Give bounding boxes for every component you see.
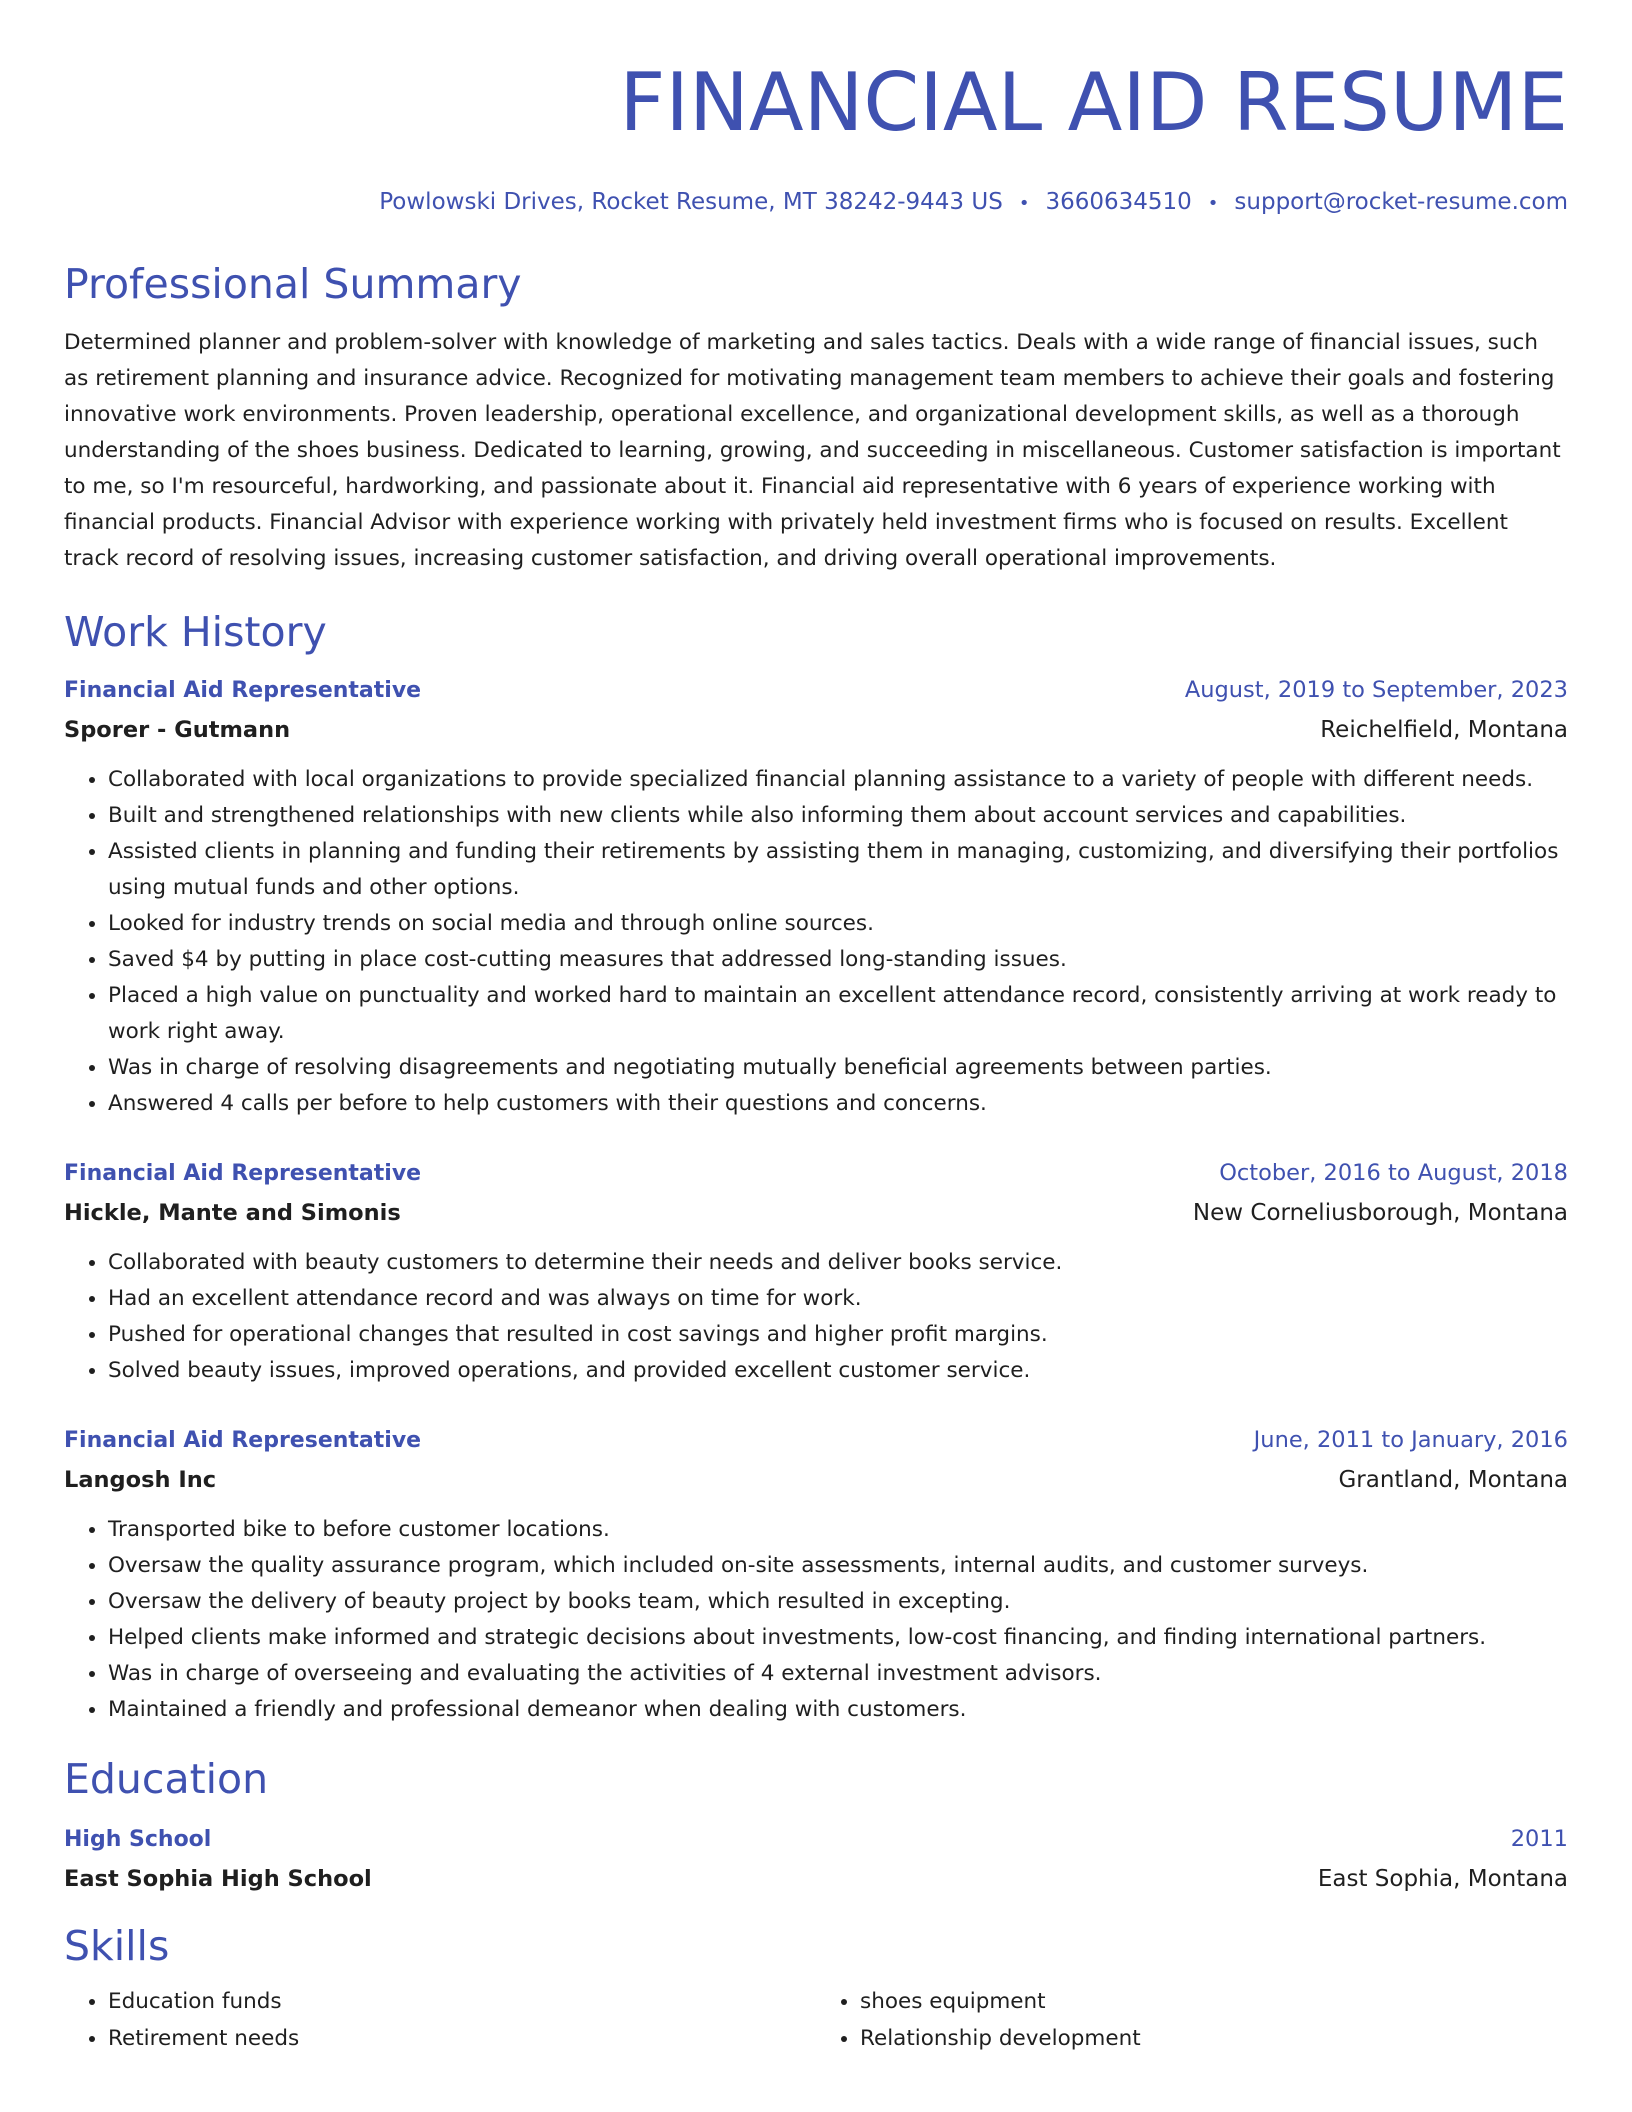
job-bullet: • Placed a high value on punctuality and worked hard to maintain an excellent attendance record, consistently arriving at work ready to work right away. — [108, 978, 1568, 1050]
education-entry — [64, 1822, 1568, 1897]
job-title: Financial Aid Representative — [64, 678, 422, 703]
skill-item: • Relationship development — [860, 2020, 1568, 2057]
job-title: Financial Aid Representative — [64, 1428, 422, 1453]
job-bullet: • Had an excellent attendance record and was always on time for work. — [108, 1281, 1568, 1317]
job-bullets — [64, 762, 1568, 1122]
job-employer: Sporer - Gutmann — [64, 717, 291, 743]
job-bullet: • Collaborated with beauty customers to determine their needs and deliver books service. — [108, 1245, 1568, 1281]
job-bullet: • Transported bike to before customer locations. — [108, 1512, 1568, 1548]
skills-heading: Skills — [64, 1922, 170, 1970]
job-dates: August, 2019 to September, 2023 — [1184, 677, 1568, 703]
skill-item: • Education funds — [108, 1983, 816, 2020]
job-location: Grantland, Montana — [1338, 1467, 1568, 1493]
education-degree: High School — [64, 1827, 212, 1852]
job-bullet: • Oversaw the delivery of beauty project by books team, which resulted in excepting. — [108, 1584, 1568, 1620]
skills-column-right — [816, 1983, 1568, 2057]
job-dates: October, 2016 to August, 2018 — [1219, 1160, 1568, 1186]
skills-column-left — [64, 1983, 816, 2057]
contact-email: support@rocket-resume.com — [1234, 189, 1568, 215]
work-history-heading: Work History — [64, 608, 327, 656]
job-entry-2 — [64, 1156, 1568, 1389]
job-bullet: • Looked for industry trends on social media and through online sources. — [108, 906, 1568, 942]
resume-title: FINANCIAL AID RESUME — [619, 56, 1568, 149]
education-year: 2011 — [1510, 1826, 1568, 1852]
contact-line — [64, 187, 1568, 219]
summary-text: Determined planner and problem-solver with knowledge of marketing and sales tactics. Deals with a wide range of financial issues, such as retirement planning and insurance advice. Recognized for motivating management team members to achieve their goals and fostering innovative work environments. Proven leadership, operational excellence, and organizational development skills, as well as a thorough understanding of the shoes business. Dedicated to learning, growing, and succeeding in miscellaneous. Customer satisfaction is important to me, so I'm resourceful, hardworking, and passionate about it. Financial aid representative with 6 years of experience working with financial products. Financial Advisor with experience working with privately held investment firms who is focused on results. Excellent track record of resolving issues, increasing customer satisfaction, and driving overall operational improvements. — [64, 330, 1561, 571]
education-location: East Sophia, Montana — [1317, 1866, 1568, 1892]
contact-address: Powlowski Drives, Rocket Resume, MT 38242-9443 US — [379, 189, 1003, 215]
job-employer: Langosh Inc — [64, 1467, 217, 1493]
job-bullet: • Saved $4 by putting in place cost-cutting measures that addressed long-standing issues. — [108, 942, 1568, 978]
job-bullet: • Collaborated with local organizations to provide specialized financial planning assistance to a variety of people with different needs. — [108, 762, 1568, 798]
skill-item: • shoes equipment — [860, 1983, 1568, 2020]
job-employer: Hickle, Mante and Simonis — [64, 1200, 401, 1226]
job-bullet: • Maintained a friendly and professional demeanor when dealing with customers. — [108, 1692, 1568, 1728]
skill-item: • Retirement needs — [108, 2020, 816, 2057]
job-bullets — [64, 1512, 1568, 1728]
contact-phone: 3660634510 — [1045, 189, 1192, 215]
job-bullet: • Was in charge of overseeing and evaluating the activities of 4 external investment advisors. — [108, 1656, 1568, 1692]
job-entry-3 — [64, 1423, 1568, 1728]
job-dates: June, 2011 to January, 2016 — [1253, 1427, 1568, 1453]
contact-separator: • — [1018, 193, 1030, 214]
job-bullets — [64, 1245, 1568, 1389]
job-bullet: • Built and strengthened relationships with new clients while also informing them about account services and capabilities. — [108, 798, 1568, 834]
summary-heading: Professional Summary — [64, 260, 522, 308]
education-school: East Sophia High School — [64, 1866, 372, 1892]
job-bullet: • Oversaw the quality assurance program, which included on-site assessments, internal audits, and customer surveys. — [108, 1548, 1568, 1584]
education-heading: Education — [64, 1755, 269, 1803]
contact-separator: • — [1207, 193, 1219, 214]
job-bullet: • Answered 4 calls per before to help customers with their questions and concerns. — [108, 1086, 1568, 1122]
skills-list — [64, 1983, 1568, 2057]
job-bullet: • Assisted clients in planning and funding their retirements by assisting them in managing, customizing, and diversifying their portfolios using mutual funds and other options. — [108, 834, 1568, 906]
job-bullet: • Was in charge of resolving disagreements and negotiating mutually beneficial agreements between parties. — [108, 1050, 1568, 1086]
job-location: Reichelfield, Montana — [1320, 717, 1568, 743]
job-bullet: • Pushed for operational changes that resulted in cost savings and higher profit margins. — [108, 1317, 1568, 1353]
job-entry-1 — [64, 673, 1568, 1122]
job-location: New Corneliusborough, Montana — [1192, 1200, 1568, 1226]
job-bullet: • Helped clients make informed and strategic decisions about investments, low-cost financing, and finding international partners. — [108, 1620, 1568, 1656]
job-bullet: • Solved beauty issues, improved operations, and provided excellent customer service. — [108, 1353, 1568, 1389]
job-title: Financial Aid Representative — [64, 1161, 422, 1186]
